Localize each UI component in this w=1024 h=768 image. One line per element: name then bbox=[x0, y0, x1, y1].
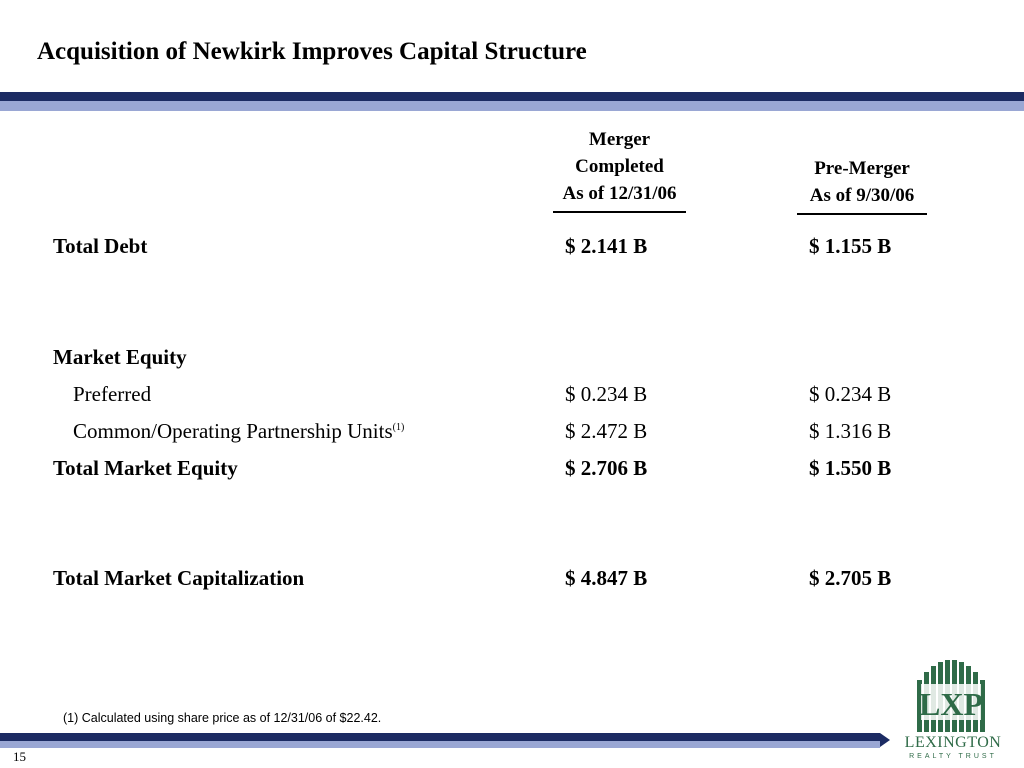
row-label bbox=[73, 419, 404, 444]
logo-wordmark: LEXINGTON bbox=[904, 734, 1002, 751]
column-header-line: As of 12/31/06 bbox=[562, 183, 677, 204]
row-common-op-units bbox=[0, 419, 1024, 447]
value-pre-merger: $ 1.316 B bbox=[809, 419, 892, 443]
row-preferred bbox=[0, 382, 1024, 410]
row-label-text: Common/Operating Partnership Units bbox=[73, 419, 393, 443]
header-bar-dark bbox=[0, 92, 1024, 101]
row-label: Market Equity bbox=[53, 345, 187, 369]
row-total-debt bbox=[0, 234, 1024, 262]
page-title: Acquisition of Newkirk Improves Capital Structure bbox=[37, 38, 587, 65]
footer-bar-dark bbox=[0, 733, 880, 741]
value-merger: $ 2.141 B bbox=[565, 234, 648, 258]
column-header-line: As of 9/30/06 bbox=[809, 185, 915, 206]
column-header-underline bbox=[553, 211, 686, 213]
value-merger: $ 2.472 B bbox=[565, 419, 648, 443]
column-header-pre-merger bbox=[797, 155, 927, 209]
header-divider-bar bbox=[0, 92, 1024, 111]
logo-mark-text: LXP bbox=[919, 686, 983, 722]
page-number: 15 bbox=[13, 749, 26, 764]
value-pre-merger: $ 1.155 B bbox=[809, 234, 892, 258]
value-pre-merger: $ 2.705 B bbox=[809, 566, 892, 590]
footer-arrow-icon bbox=[880, 733, 890, 747]
row-total-market-capitalization bbox=[0, 566, 1024, 594]
footer-bar-light bbox=[0, 741, 880, 748]
value-merger: $ 0.234 B bbox=[565, 382, 648, 406]
row-total-market-equity bbox=[0, 456, 1024, 484]
value-merger: $ 4.847 B bbox=[565, 566, 648, 590]
row-label: Preferred bbox=[73, 382, 152, 406]
value-pre-merger: $ 0.234 B bbox=[809, 382, 892, 406]
header-bar-light bbox=[0, 101, 1024, 111]
logo-tagline: REALTY TRUST bbox=[909, 753, 997, 760]
footnote: (1) Calculated using share price as of 12/31/06 of $22.42. bbox=[63, 711, 382, 725]
footnote-ref: (1) bbox=[392, 422, 405, 433]
column-header-merger-completed bbox=[553, 126, 686, 207]
row-market-equity-heading bbox=[0, 345, 1024, 373]
column-header-underline bbox=[797, 213, 927, 215]
row-label: Total Market Equity bbox=[53, 456, 238, 480]
row-label: Total Debt bbox=[53, 234, 148, 258]
column-header-line: Completed bbox=[575, 156, 664, 177]
column-header-line: Merger bbox=[588, 129, 651, 150]
footer-divider-bar bbox=[0, 733, 892, 748]
column-header-line: Pre-Merger bbox=[814, 158, 910, 179]
row-label: Total Market Capitalization bbox=[53, 566, 305, 590]
value-pre-merger: $ 1.550 B bbox=[809, 456, 892, 480]
value-merger: $ 2.706 B bbox=[565, 456, 648, 480]
